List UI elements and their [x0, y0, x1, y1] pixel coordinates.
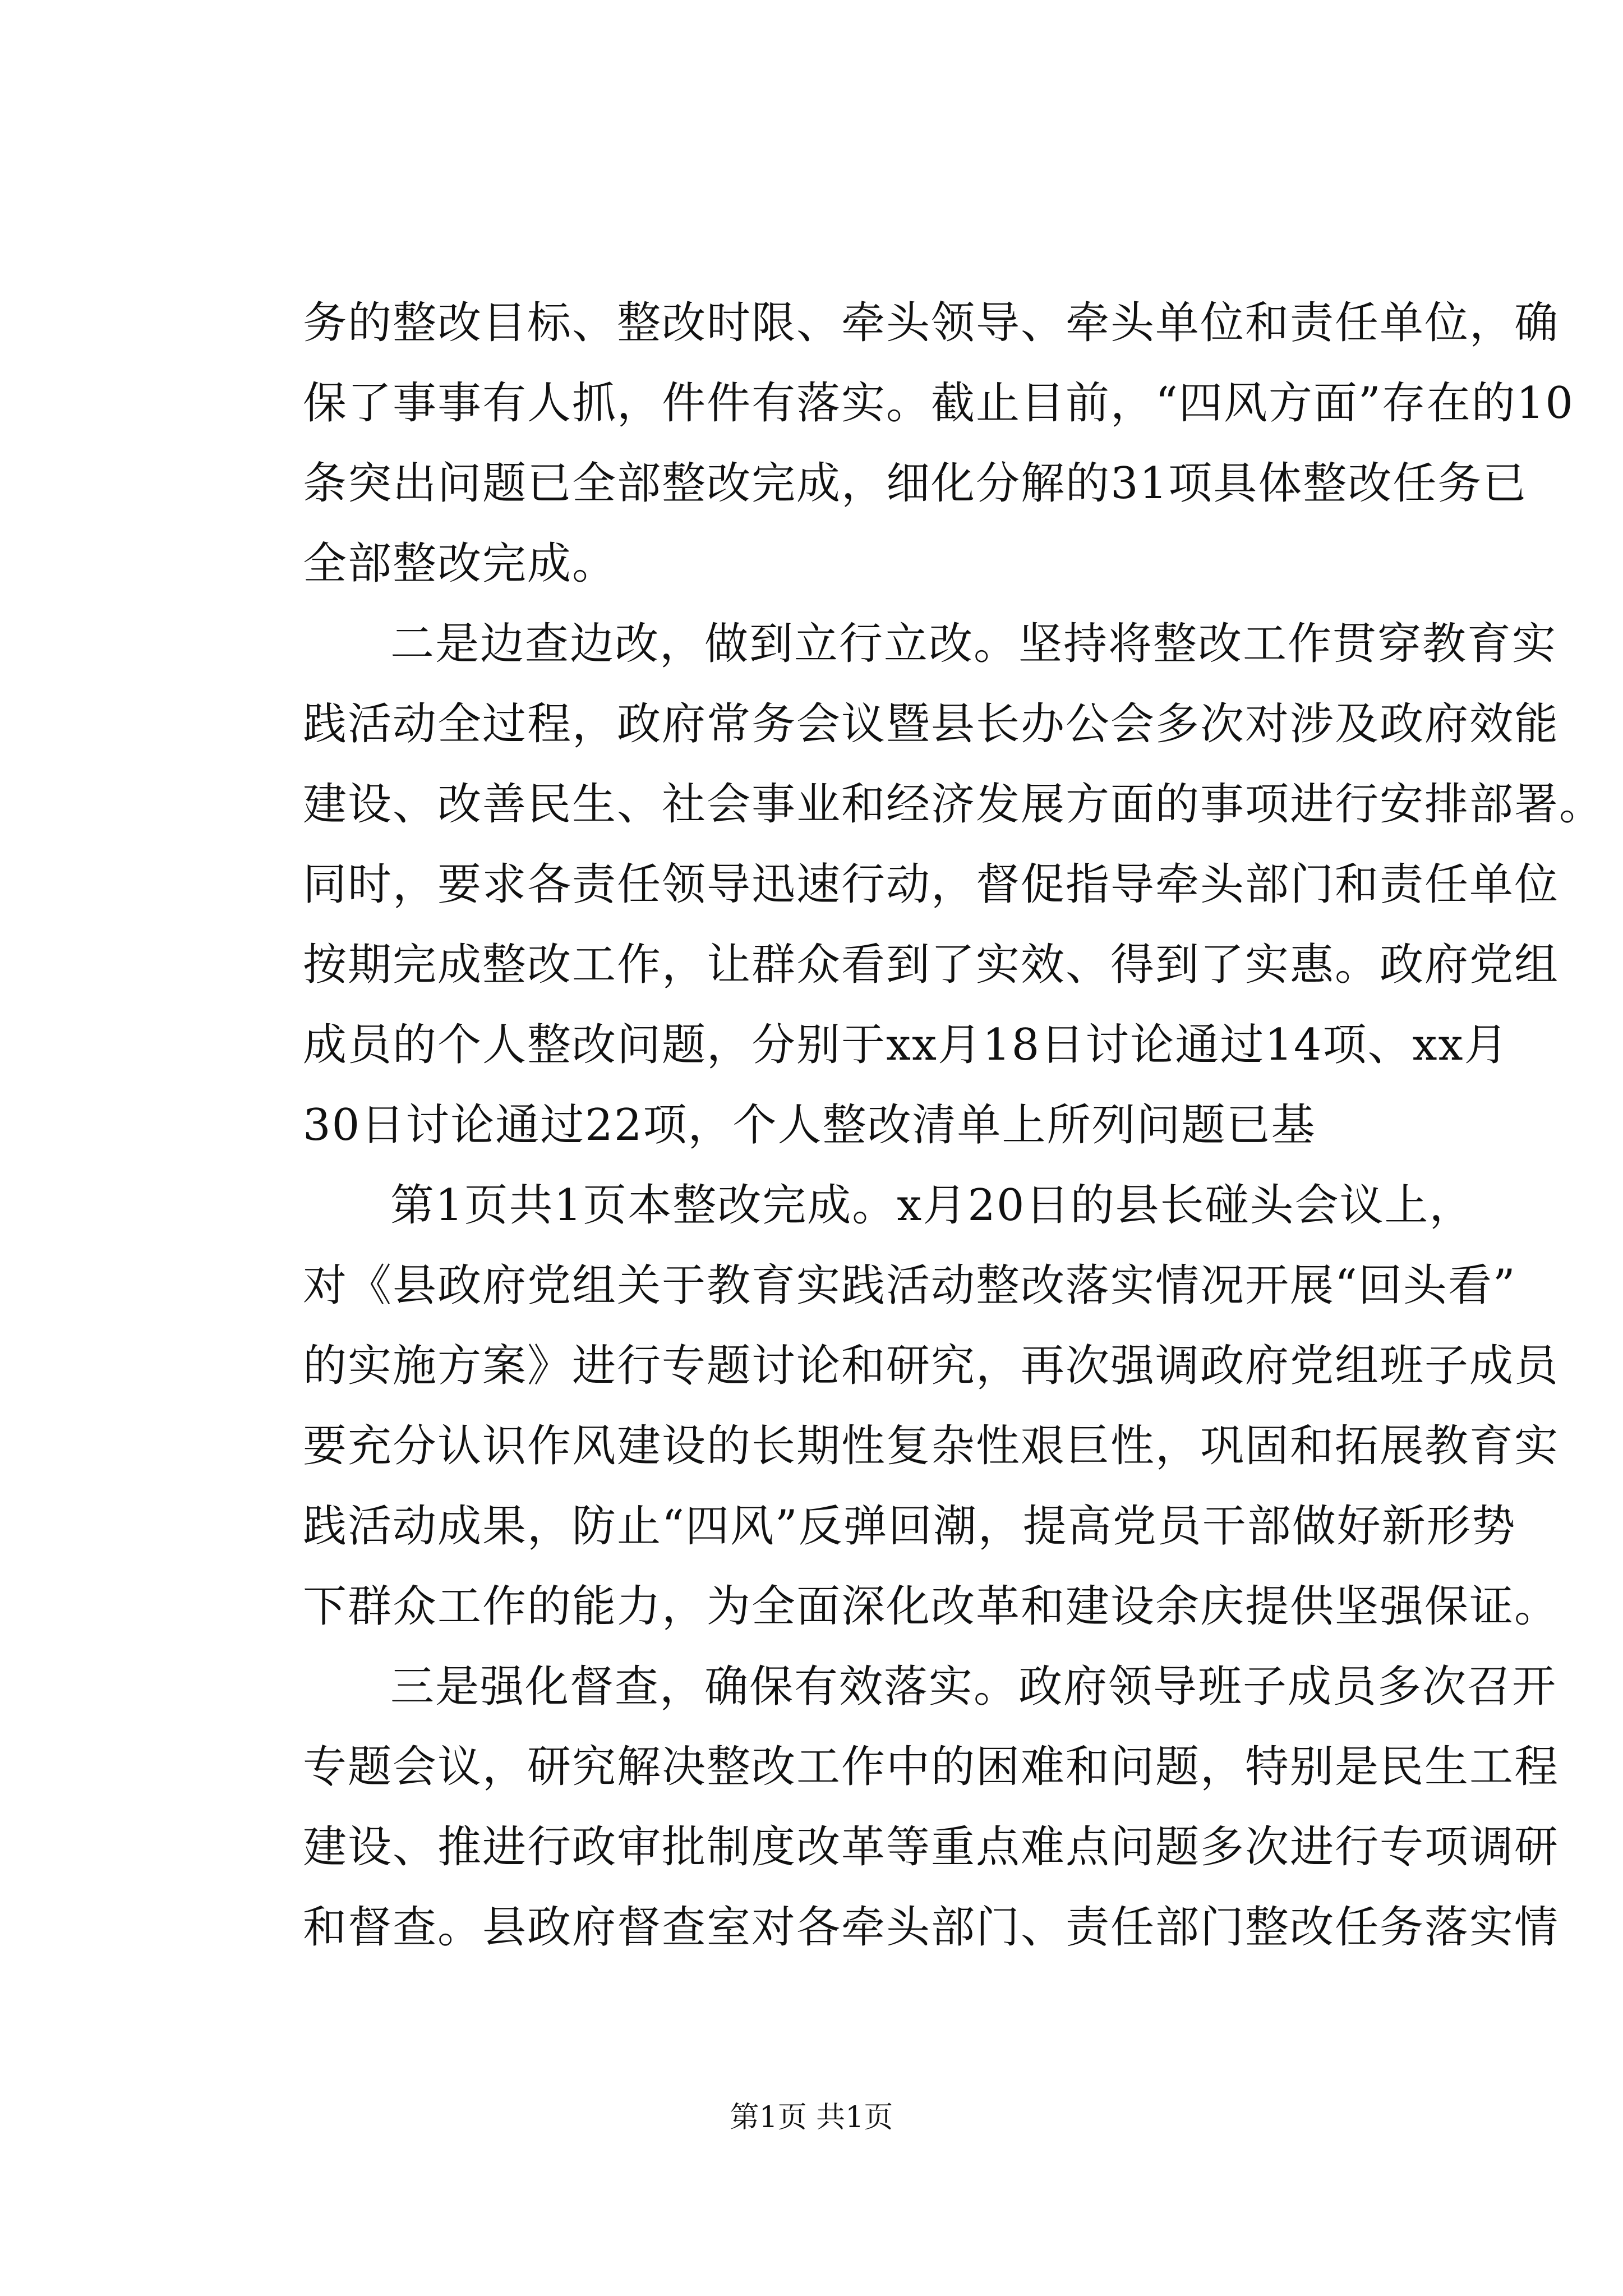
text-line: 全部整改完成。 [303, 539, 617, 589]
text-line: 践活动成果，防止“四风”反弹回潮，提高党员干部做好新形势 [303, 1501, 1516, 1552]
text-line: 务的整改目标、整改时限、牵头领导、牵头单位和责任单位，确 [303, 298, 1560, 348]
text-line: 要充分认识作风建设的长期性复杂性艰巨性，巩固和拓展教育实 [303, 1421, 1560, 1471]
text-line: 的实施方案》进行专题讨论和研究，再次强调政府党组班子成员 [303, 1341, 1560, 1391]
text-line: 第1页共1页本整改完成。x月20日的县长碰头会议上， [390, 1180, 1474, 1231]
text-line: 和督查。县政府督查室对各牵头部门、责任部门整改任务落实情 [303, 1902, 1560, 1953]
text-line: 建设、推进行政审批制度改革等重点难点问题多次进行专项调研 [303, 1822, 1560, 1872]
text-line: 对《县政府党组关于教育实践活动整改落实情况开展“回头看” [303, 1260, 1516, 1311]
text-line: 三是强化督查，确保有效落实。政府领导班子成员多次召开 [390, 1662, 1557, 1712]
text-line: 专题会议，研究解决整改工作中的困难和问题，特别是民生工程 [303, 1742, 1560, 1792]
text-line: 保了事事有人抓，件件有落实。截止目前，“四风方面”存在的10 [303, 378, 1575, 429]
text-line: 二是边查边改，做到立行立改。坚持将整改工作贯穿教育实 [390, 619, 1557, 669]
document-body [303, 283, 1604, 1968]
text-line: 同时，要求各责任领导迅速行动，督促指导牵头部门和责任单位 [303, 859, 1560, 910]
text-line: 按期完成整改工作，让群众看到了实效、得到了实惠。政府党组 [303, 940, 1560, 990]
text-line: 建设、改善民生、社会事业和经济发展方面的事项进行安排部署。 [303, 779, 1604, 830]
page-footer: 第1页 共1页 [730, 2101, 893, 2134]
text-line: 成员的个人整改问题，分别于xx月18日讨论通过14项、xx月 [303, 1020, 1509, 1070]
text-line: 下群众工作的能力，为全面深化改革和建设余庆提供坚强保证。 [303, 1581, 1560, 1632]
text-line: 践活动全过程，政府常务会议暨县长办公会多次对涉及政府效能 [303, 699, 1560, 749]
text-line: 条突出问题已全部整改完成，细化分解的31项具体整改任务已 [303, 458, 1528, 509]
text-line: 30日讨论通过22项，个人整改清单上所列问题已基 [303, 1100, 1316, 1151]
